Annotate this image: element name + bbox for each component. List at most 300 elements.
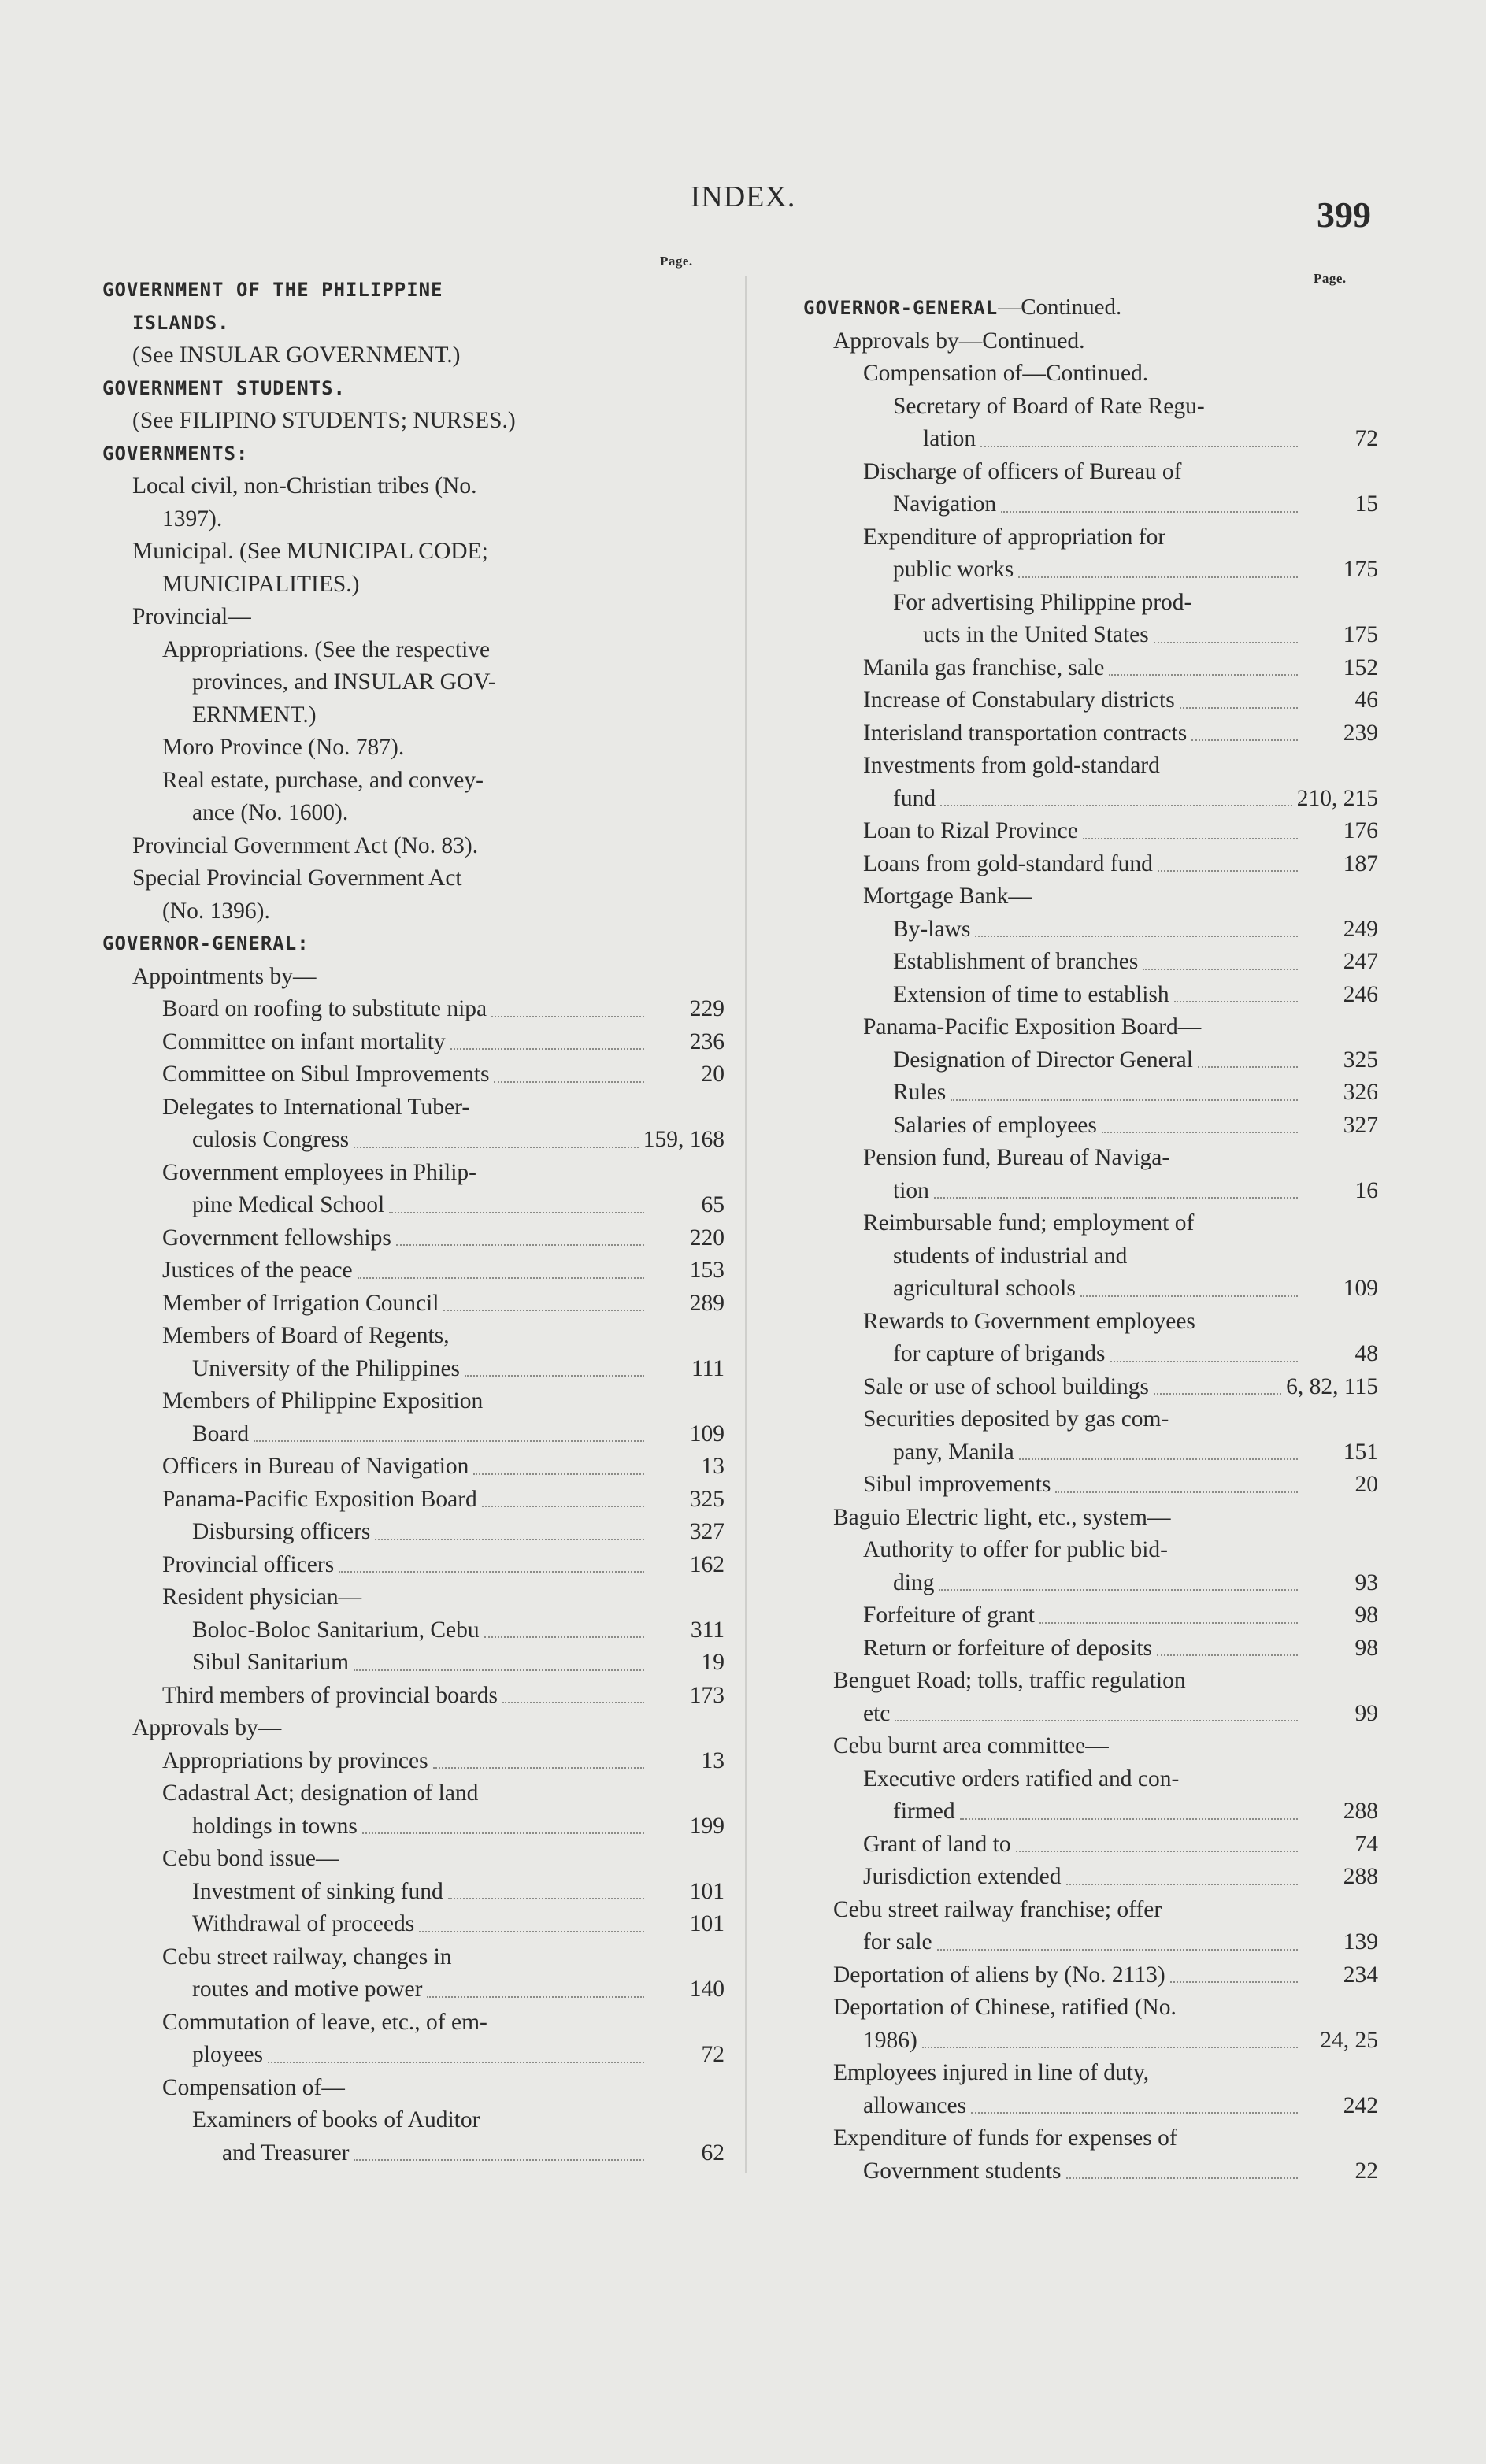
- entry-text: Commutation of leave, etc., of em-: [162, 2009, 487, 2035]
- entry-text: Government employees in Philip-: [162, 1159, 476, 1185]
- entry-text: ucts in the United States: [923, 622, 1149, 647]
- dot-leaders: [1055, 1491, 1298, 1493]
- index-entry: [102, 1222, 724, 1255]
- dot-leaders: [354, 1147, 639, 1148]
- index-entry: [102, 405, 724, 438]
- index-entry: [102, 535, 724, 601]
- index-entry: [102, 830, 724, 863]
- page-reference: 62: [701, 2140, 724, 2166]
- entry-text: ployees: [192, 2042, 264, 2067]
- entry-text: ding: [893, 1569, 935, 1595]
- entry-text: Provincial officers: [162, 1551, 335, 1577]
- entry-text: and Treasurer: [222, 2140, 350, 2166]
- index-entry: [803, 1632, 1378, 1666]
- dot-leaders: [433, 1767, 644, 1769]
- index-entry: [803, 652, 1378, 685]
- dot-leaders: [971, 2112, 1298, 2114]
- index-entry: [803, 2122, 1378, 2188]
- page-reference: 65: [701, 1192, 724, 1217]
- index-entry: [102, 1745, 724, 1778]
- page-reference: 151: [1343, 1439, 1378, 1465]
- dot-leaders: [975, 936, 1298, 937]
- index-entry: [102, 862, 724, 928]
- dot-leaders: [922, 2047, 1298, 2048]
- entry-text: Baguio Electric light, etc., system—: [833, 1504, 1171, 1530]
- index-entry: [803, 1894, 1378, 1959]
- entry-text: Designation of Director General: [893, 1047, 1193, 1073]
- entry-text: Return or forfeiture of deposits: [863, 1635, 1153, 1661]
- dot-leaders: [448, 1898, 644, 1899]
- entry-text: for capture of brigands: [893, 1341, 1106, 1366]
- entry-text: GOVERNOR-GENERAL—Continued.: [803, 295, 1122, 320]
- column-divider: [745, 276, 747, 2173]
- entry-text: (No. 1396).: [162, 898, 270, 924]
- index-entry: [102, 1451, 724, 1484]
- dot-leaders: [354, 2159, 644, 2161]
- page-reference: 289: [689, 1290, 724, 1316]
- page-reference: 20: [1354, 1472, 1378, 1497]
- entry-text: culosis Congress: [192, 1127, 350, 1152]
- dot-leaders: [1158, 870, 1298, 872]
- entry-text: pine Medical School: [192, 1192, 385, 1217]
- page-reference: 72: [701, 2042, 724, 2067]
- index-entry: [803, 1044, 1378, 1077]
- entry-text: Manila gas franchise, sale: [863, 654, 1105, 680]
- entry-text: 1397).: [162, 506, 223, 532]
- entry-text: Mortgage Bank—: [863, 884, 1032, 909]
- entry-text: Loans from gold-standard fund: [863, 850, 1153, 876]
- page-reference: 72: [1354, 426, 1378, 451]
- page-reference: 249: [1343, 916, 1378, 942]
- index-entry: [102, 1484, 724, 1517]
- page-reference: 246: [1343, 981, 1378, 1007]
- page-reference: 229: [689, 996, 724, 1021]
- index-entry: [102, 1941, 724, 2006]
- entry-text: (See FILIPINO STUDENTS; NURSES.): [132, 408, 516, 433]
- entry-text: Disbursing officers: [192, 1519, 371, 1544]
- index-entry: [102, 1680, 724, 1713]
- entry-text: GOVERNOR-GENERAL:: [102, 932, 309, 954]
- entry-text: routes and motive power: [192, 1977, 423, 2002]
- page-reference: 234: [1343, 1962, 1378, 1988]
- entry-text: Government fellowships: [162, 1225, 391, 1251]
- index-entry: [102, 2006, 724, 2072]
- index-entry: [102, 1157, 724, 1222]
- index-entry: [803, 946, 1378, 979]
- index-heading: [102, 438, 724, 471]
- index-entry: [102, 1320, 724, 1385]
- index-entry: [803, 913, 1378, 947]
- index-entry: [803, 1959, 1378, 1992]
- index-entry: [803, 325, 1378, 358]
- entry-text: Establishment of branches: [893, 949, 1139, 974]
- page-reference: 140: [689, 1977, 724, 2002]
- page-reference: 6, 82, 115: [1286, 1373, 1378, 1399]
- entry-text: Discharge of officers of Bureau of: [863, 458, 1182, 484]
- entry-text: lation: [923, 426, 976, 451]
- entry-text: Approvals by—Continued.: [833, 328, 1085, 354]
- entry-text: Committee on Sibul Improvements: [162, 1062, 490, 1087]
- page-reference: 13: [701, 1454, 724, 1479]
- index-entry: [803, 1763, 1378, 1829]
- index-entry: [102, 993, 724, 1026]
- entry-text: Sibul improvements: [863, 1472, 1051, 1497]
- page-reference: 22: [1354, 2158, 1378, 2184]
- page-reference: 98: [1354, 1603, 1378, 1628]
- entry-text: University of the Philippines: [192, 1355, 461, 1381]
- entry-text: Appropriations. (See the respective: [162, 636, 491, 662]
- index-entry: [102, 1908, 724, 1941]
- index-heading: [102, 372, 724, 406]
- page-reference: 109: [1343, 1276, 1378, 1301]
- dot-leaders: [494, 1081, 644, 1083]
- page-reference: 111: [691, 1355, 724, 1381]
- page-reference: 326: [1343, 1080, 1378, 1105]
- dot-leaders: [268, 2062, 644, 2063]
- entry-text: Salaries of employees: [893, 1112, 1097, 1138]
- page-reference: 101: [689, 1911, 724, 1936]
- entry-text: Cebu street railway, changes in: [162, 1943, 452, 1969]
- page-reference: 93: [1354, 1569, 1378, 1595]
- entry-text: Extension of time to establish: [893, 981, 1169, 1007]
- dot-leaders: [482, 1506, 644, 1507]
- entry-text: Executive orders ratified and con-: [863, 1766, 1180, 1791]
- entry-text: MUNICIPALITIES.): [162, 571, 360, 597]
- page-reference: 311: [690, 1617, 724, 1643]
- entry-text: Sale or use of school buildings: [863, 1373, 1149, 1399]
- index-entry: [102, 1385, 724, 1451]
- entry-text: (See INSULAR GOVERNMENT.): [132, 343, 461, 368]
- entry-text: Benguet Road; tolls, traffic regulation: [833, 1668, 1186, 1693]
- dot-leaders: [980, 446, 1298, 447]
- entry-text: Jurisdiction extended: [863, 1864, 1062, 1889]
- entry-text: Cebu bond issue—: [162, 1846, 339, 1871]
- entry-text: students of industrial and: [893, 1243, 1128, 1269]
- entry-text: Government students: [863, 2158, 1062, 2184]
- index-entry: [803, 1403, 1378, 1469]
- dot-leaders: [951, 1099, 1298, 1101]
- index-entry: [803, 815, 1378, 848]
- index-entry: [102, 1712, 724, 1745]
- entry-text: Deportation of Chinese, ratified (No.: [833, 1995, 1177, 2020]
- dot-leaders: [960, 1818, 1298, 1820]
- left-page-column-label: Page.: [660, 254, 693, 269]
- page-number: 399: [1317, 195, 1371, 235]
- entry-text: GOVERNMENT STUDENTS.: [102, 376, 346, 399]
- page-reference: 173: [689, 1682, 724, 1708]
- dot-leaders: [1154, 1393, 1281, 1395]
- entry-text: Compensation of—: [162, 2074, 345, 2100]
- page-reference: 16: [1354, 1177, 1378, 1203]
- page-title: INDEX.: [690, 180, 796, 213]
- page-reference: 74: [1354, 1831, 1378, 1857]
- page-reference: 325: [1343, 1047, 1378, 1073]
- entry-text: Cebu burnt area committee—: [833, 1733, 1109, 1758]
- index-entry: [803, 979, 1378, 1012]
- page-reference: 236: [689, 1028, 724, 1054]
- dot-leaders: [375, 1539, 644, 1540]
- page-reference: 98: [1354, 1635, 1378, 1661]
- entry-text: allowances: [863, 2092, 967, 2118]
- dot-leaders: [358, 1277, 644, 1279]
- index-entry: [102, 732, 724, 765]
- page-reference: 220: [689, 1225, 724, 1251]
- index-entry: [102, 1058, 724, 1091]
- page-reference: 176: [1343, 818, 1378, 843]
- index-entry: [803, 848, 1378, 881]
- entry-text: public works: [893, 557, 1014, 582]
- entry-text: Officers in Bureau of Navigation: [162, 1454, 469, 1479]
- page-reference: 247: [1343, 949, 1378, 974]
- index-entry: [102, 1777, 724, 1843]
- entry-text: Secretary of Board of Rate Regu-: [893, 393, 1205, 419]
- index-entry: [803, 1207, 1378, 1306]
- index-entry: [803, 358, 1378, 391]
- dot-leaders: [1157, 1654, 1298, 1656]
- entry-text: Expenditure of appropriation for: [863, 524, 1166, 550]
- entry-text: ERNMENT.): [192, 702, 317, 728]
- entry-text: Appropriations by provinces: [162, 1747, 428, 1773]
- dot-leaders: [1018, 576, 1298, 578]
- index-entry: [803, 1011, 1378, 1044]
- dot-leaders: [1110, 1361, 1299, 1362]
- page-reference: 152: [1343, 654, 1378, 680]
- dot-leaders: [1039, 1622, 1298, 1624]
- page-reference: 162: [689, 1551, 724, 1577]
- dot-leaders: [1180, 707, 1298, 709]
- dot-leaders: [419, 1931, 644, 1932]
- page-reference: 48: [1354, 1341, 1378, 1366]
- dot-leaders: [1080, 1295, 1298, 1297]
- dot-leaders: [1016, 1851, 1298, 1852]
- entry-text: ance (No. 1600).: [192, 800, 349, 825]
- page-reference: 187: [1343, 850, 1378, 876]
- index-entry: [803, 391, 1378, 456]
- entry-text: Special Provincial Government Act: [132, 865, 462, 891]
- dot-leaders: [1109, 674, 1298, 676]
- page-reference: 159, 168: [643, 1127, 724, 1152]
- page-reference: 46: [1354, 687, 1378, 713]
- dot-leaders: [427, 1996, 644, 1998]
- entry-text: Cadastral Act; designation of land: [162, 1780, 479, 1806]
- page-reference: 139: [1343, 1929, 1378, 1955]
- dot-leaders: [1066, 2177, 1298, 2179]
- entry-text: Investments from gold-standard: [863, 753, 1160, 778]
- entry-text: Third members of provincial boards: [162, 1682, 498, 1708]
- index-entry: [803, 587, 1378, 652]
- entry-text: Sibul Sanitarium: [192, 1650, 350, 1675]
- page-reference: 199: [689, 1813, 724, 1839]
- entry-text: GOVERNMENTS:: [102, 442, 249, 465]
- entry-text: Navigation: [893, 491, 997, 517]
- index-entry: [803, 750, 1378, 815]
- entry-text: Loan to Rizal Province: [863, 818, 1078, 843]
- page-reference: 175: [1343, 557, 1378, 582]
- entry-text: Forfeiture of grant: [863, 1603, 1035, 1628]
- index-entry: [803, 1142, 1378, 1207]
- entry-text: holdings in towns: [192, 1813, 358, 1839]
- entry-text: firmed: [893, 1799, 955, 1824]
- page-reference: 327: [1343, 1112, 1378, 1138]
- index-entry: [102, 601, 724, 634]
- index-entry: [803, 456, 1378, 521]
- dot-leaders: [465, 1375, 644, 1377]
- entry-text: Rewards to Government employees: [863, 1308, 1195, 1334]
- index-entry: [803, 1469, 1378, 1502]
- entry-text: By-laws: [893, 916, 971, 942]
- entry-text: Delegates to International Tuber-: [162, 1094, 470, 1120]
- entry-text: Deportation of aliens by (No. 2113): [833, 1962, 1165, 1988]
- index-entry: [102, 1091, 724, 1157]
- index-entry: [803, 684, 1378, 717]
- entry-text: Committee on infant mortality: [162, 1028, 446, 1054]
- entry-text: Local civil, non-Christian tribes (No.: [132, 473, 477, 498]
- dot-leaders: [1019, 1458, 1298, 1460]
- entry-text: Authority to offer for public bid-: [863, 1537, 1168, 1562]
- entry-text: Board on roofing to substitute nipa: [162, 996, 487, 1021]
- index-entry: [102, 1254, 724, 1288]
- dot-leaders: [473, 1473, 644, 1475]
- left-index-column: [102, 274, 724, 2169]
- page-reference: 13: [701, 1747, 724, 1773]
- dot-leaders: [895, 1720, 1298, 1721]
- entry-text: tion: [893, 1177, 929, 1203]
- dot-leaders: [389, 1212, 644, 1213]
- entry-text: Provincial—: [132, 604, 251, 629]
- page-reference: 327: [689, 1519, 724, 1544]
- dot-leaders: [339, 1571, 644, 1573]
- entry-text: Members of Philippine Exposition: [162, 1388, 484, 1414]
- index-entry: [102, 339, 724, 372]
- index-entry: [803, 717, 1378, 750]
- entry-text: pany, Manila: [893, 1439, 1014, 1465]
- entry-text: fund: [893, 785, 936, 811]
- dot-leaders: [937, 1949, 1298, 1951]
- index-heading: [803, 291, 1378, 325]
- entry-text: etc: [863, 1700, 891, 1726]
- dot-leaders: [1198, 1066, 1298, 1068]
- index-entry: [102, 1614, 724, 1647]
- dot-leaders: [1191, 739, 1298, 741]
- dot-leaders: [1154, 642, 1298, 643]
- entry-text: Justices of the peace: [162, 1258, 353, 1283]
- entry-text: Examiners of books of Auditor: [192, 2107, 480, 2132]
- index-entry: [803, 1306, 1378, 1371]
- page-reference: 175: [1343, 622, 1378, 647]
- index-entry: [803, 1599, 1378, 1632]
- index-entry: [102, 1876, 724, 1909]
- entry-text: Resident physician—: [162, 1584, 362, 1610]
- entry-text: Member of Irrigation Council: [162, 1290, 439, 1316]
- index-entry: [102, 1288, 724, 1321]
- entry-text: Boloc-Boloc Sanitarium, Cebu: [192, 1617, 480, 1643]
- entry-text: Securities deposited by gas com-: [863, 1406, 1169, 1432]
- index-entry: [102, 1516, 724, 1549]
- dot-leaders: [502, 1702, 644, 1703]
- entry-text: Cebu street railway franchise; offer: [833, 1896, 1162, 1922]
- index-entry: [803, 2057, 1378, 2122]
- entry-text: Increase of Constabulary districts: [863, 687, 1175, 713]
- dot-leaders: [354, 1669, 644, 1671]
- index-entry: [803, 1829, 1378, 1862]
- dot-leaders: [484, 1636, 644, 1638]
- index-entry: [102, 961, 724, 994]
- entry-text: provinces, and INSULAR GOV-: [192, 669, 496, 695]
- entry-text: ISLANDS.: [132, 311, 230, 334]
- entry-text: Real estate, purchase, and convey-: [162, 767, 484, 793]
- index-entry: [102, 1026, 724, 1059]
- index-entry: [803, 1371, 1378, 1404]
- entry-text: Panama-Pacific Exposition Board—: [863, 1014, 1202, 1039]
- page-reference: 20: [701, 1062, 724, 1087]
- entry-text: GOVERNMENT OF THE PHILIPPINE: [102, 279, 443, 301]
- index-entry: [102, 1549, 724, 1582]
- dot-leaders: [1174, 1001, 1298, 1002]
- index-entry: [102, 634, 724, 732]
- page-reference: 15: [1354, 491, 1378, 517]
- entry-text: Withdrawal of proceeds: [192, 1911, 415, 1936]
- entry-text: Rules: [893, 1080, 947, 1105]
- index-entry: [803, 1110, 1378, 1143]
- index-entry: [803, 1502, 1378, 1535]
- dot-leaders: [491, 1016, 644, 1017]
- page-reference: 24, 25: [1320, 2027, 1378, 2053]
- index-entry: [102, 2104, 724, 2169]
- entry-text: Grant of land to: [863, 1831, 1011, 1857]
- dot-leaders: [1083, 838, 1298, 839]
- index-entry: [803, 521, 1378, 587]
- entry-text: agricultural schools: [893, 1276, 1076, 1301]
- index-heading: [102, 928, 724, 961]
- page-reference: 153: [689, 1258, 724, 1283]
- entry-text: Approvals by—: [132, 1715, 282, 1740]
- index-entry: [803, 1730, 1378, 1763]
- dot-leaders: [939, 1589, 1298, 1591]
- index-entry: [102, 765, 724, 830]
- index-entry: [803, 1861, 1378, 1894]
- entry-text: Provincial Government Act (No. 83).: [132, 832, 479, 858]
- dot-leaders: [1170, 1981, 1298, 1983]
- entry-text: Investment of sinking fund: [192, 1878, 443, 1904]
- index-entry: [102, 1647, 724, 1680]
- dot-leaders: [443, 1310, 644, 1311]
- dot-leaders: [450, 1048, 644, 1050]
- index-entry: [803, 1076, 1378, 1110]
- entry-text: Board: [192, 1421, 250, 1447]
- dot-leaders: [396, 1244, 644, 1246]
- index-entry: [803, 880, 1378, 913]
- dot-leaders: [1102, 1132, 1298, 1133]
- page-reference: 242: [1343, 2092, 1378, 2118]
- entry-text: Moro Province (No. 787).: [162, 735, 405, 760]
- entry-text: Panama-Pacific Exposition Board: [162, 1486, 477, 1512]
- index-entry: [803, 1665, 1378, 1730]
- continued-label: —Continued.: [998, 295, 1122, 320]
- entry-text: Expenditure of funds for expenses of: [833, 2125, 1177, 2151]
- page-reference: 19: [701, 1650, 724, 1675]
- page-reference: 325: [689, 1486, 724, 1512]
- right-index-column: [803, 291, 1378, 2188]
- entry-text: Compensation of—Continued.: [863, 361, 1149, 386]
- entry-text: Pension fund, Bureau of Naviga-: [863, 1145, 1170, 1170]
- dot-leaders: [940, 805, 1292, 806]
- index-entry: [803, 1992, 1378, 2057]
- entry-text: For advertising Philippine prod-: [893, 589, 1192, 615]
- page-reference: 239: [1343, 720, 1378, 746]
- index-entry: [102, 2072, 724, 2105]
- index-entry: [803, 1534, 1378, 1599]
- entry-text: for sale: [863, 1929, 932, 1955]
